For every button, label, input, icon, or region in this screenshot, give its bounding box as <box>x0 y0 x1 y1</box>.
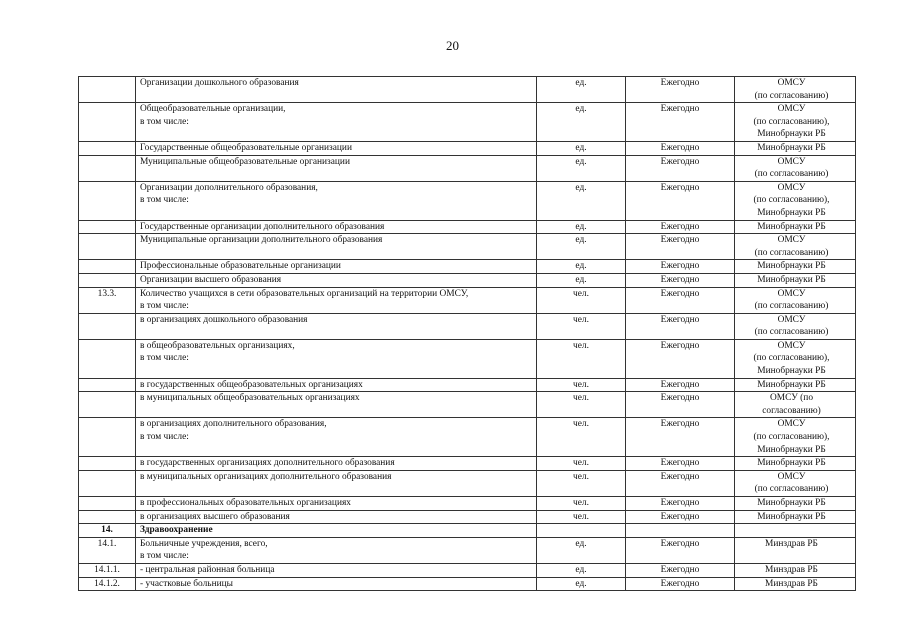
responsible-cell: Минобрнауки РБ <box>735 220 856 234</box>
responsible-cell: ОМСУ (по согласованию) <box>735 392 856 418</box>
indicator-name-cell: Государственные общеобразовательные организации <box>136 141 537 155</box>
indicator-name-cell: Общеобразовательные организации, в том числе: <box>136 103 537 142</box>
frequency-cell: Ежегодно <box>626 313 735 339</box>
indicator-name-cell: в государственных общеобразовательных организациях <box>136 378 537 392</box>
indicator-name-cell: - центральная районная больница <box>136 563 537 577</box>
frequency-cell: Ежегодно <box>626 577 735 591</box>
row-number-cell: 14. <box>79 524 136 538</box>
unit-cell: ед. <box>537 181 626 220</box>
responsible-cell: ОМСУ (по согласованию) <box>735 155 856 181</box>
row-number-cell: 14.1.2. <box>79 577 136 591</box>
row-number-cell: 14.1.1. <box>79 563 136 577</box>
table-row <box>79 339 856 378</box>
row-number-cell <box>79 103 136 142</box>
table-row <box>79 313 856 339</box>
responsible-cell: ОМСУ (по согласованию) <box>735 470 856 496</box>
frequency-cell: Ежегодно <box>626 273 735 287</box>
row-number-cell <box>79 470 136 496</box>
frequency-cell: Ежегодно <box>626 181 735 220</box>
table-row <box>79 577 856 591</box>
responsible-cell: ОМСУ (по согласованию), Минобрнауки РБ <box>735 103 856 142</box>
responsible-cell: Минздрав РБ <box>735 577 856 591</box>
indicator-name-cell: Профессиональные образовательные организации <box>136 260 537 274</box>
row-number-cell <box>79 378 136 392</box>
indicator-name-cell: Организации дополнительного образования, в том числе: <box>136 181 537 220</box>
responsible-cell: Минобрнауки РБ <box>735 378 856 392</box>
unit-cell: чел. <box>537 392 626 418</box>
indicator-name-cell: Муниципальные организации дополнительного образования <box>136 234 537 260</box>
frequency-cell: Ежегодно <box>626 497 735 511</box>
row-number-cell <box>79 339 136 378</box>
indicator-name-cell: в организациях высшего образования <box>136 510 537 524</box>
responsible-cell: ОМСУ (по согласованию), Минобрнауки РБ <box>735 181 856 220</box>
row-number-cell <box>79 510 136 524</box>
responsible-cell <box>735 524 856 538</box>
row-number-cell: 14.1. <box>79 537 136 563</box>
row-number-cell <box>79 155 136 181</box>
unit-cell: чел. <box>537 287 626 313</box>
row-number-cell <box>79 77 136 103</box>
row-number-cell <box>79 141 136 155</box>
responsible-cell: Минобрнауки РБ <box>735 273 856 287</box>
responsible-cell: ОМСУ (по согласованию), Минобрнауки РБ <box>735 339 856 378</box>
indicators-table <box>78 76 856 591</box>
frequency-cell: Ежегодно <box>626 457 735 471</box>
unit-cell: чел. <box>537 313 626 339</box>
row-number-cell <box>79 392 136 418</box>
frequency-cell: Ежегодно <box>626 141 735 155</box>
indicator-name-cell: в государственных организациях дополнительного образования <box>136 457 537 471</box>
table-row <box>79 378 856 392</box>
responsible-cell: ОМСУ (по согласованию), Минобрнауки РБ <box>735 418 856 457</box>
table-row <box>79 392 856 418</box>
table-row <box>79 260 856 274</box>
unit-cell: ед. <box>537 537 626 563</box>
unit-cell: ед. <box>537 563 626 577</box>
indicator-name-cell: Здравоохранение <box>136 524 537 538</box>
table-row <box>79 234 856 260</box>
frequency-cell: Ежегодно <box>626 378 735 392</box>
unit-cell: ед. <box>537 234 626 260</box>
responsible-cell: ОМСУ (по согласованию) <box>735 234 856 260</box>
row-number-cell <box>79 220 136 234</box>
table-row <box>79 457 856 471</box>
frequency-cell: Ежегодно <box>626 563 735 577</box>
table-row <box>79 497 856 511</box>
row-number-cell <box>79 260 136 274</box>
frequency-cell: Ежегодно <box>626 287 735 313</box>
unit-cell: чел. <box>537 418 626 457</box>
unit-cell: ед. <box>537 273 626 287</box>
table-row <box>79 524 856 538</box>
table-row <box>79 418 856 457</box>
indicator-name-cell: в организациях дошкольного образования <box>136 313 537 339</box>
responsible-cell: ОМСУ (по согласованию) <box>735 313 856 339</box>
unit-cell: ед. <box>537 141 626 155</box>
frequency-cell: Ежегодно <box>626 418 735 457</box>
frequency-cell: Ежегодно <box>626 339 735 378</box>
row-number-cell <box>79 497 136 511</box>
row-number-cell: 13.3. <box>79 287 136 313</box>
indicator-name-cell: Организации дошкольного образования <box>136 77 537 103</box>
indicator-name-cell: - участковые больницы <box>136 577 537 591</box>
indicator-name-cell: в общеобразовательных организациях, в том числе: <box>136 339 537 378</box>
unit-cell: чел. <box>537 497 626 511</box>
frequency-cell: Ежегодно <box>626 155 735 181</box>
unit-cell: чел. <box>537 378 626 392</box>
indicator-name-cell: в профессиональных образовательных организациях <box>136 497 537 511</box>
row-number-cell <box>79 273 136 287</box>
indicator-name-cell: в муниципальных организациях дополнительного образования <box>136 470 537 496</box>
indicator-name-cell: Организации высшего образования <box>136 273 537 287</box>
unit-cell: ед. <box>537 260 626 274</box>
unit-cell: ед. <box>537 155 626 181</box>
responsible-cell: Минздрав РБ <box>735 563 856 577</box>
table-row <box>79 470 856 496</box>
frequency-cell: Ежегодно <box>626 470 735 496</box>
responsible-cell: ОМСУ (по согласованию) <box>735 77 856 103</box>
row-number-cell <box>79 418 136 457</box>
frequency-cell: Ежегодно <box>626 77 735 103</box>
table-row <box>79 141 856 155</box>
indicator-name-cell: в организациях дополнительного образования, в том числе: <box>136 418 537 457</box>
responsible-cell: ОМСУ (по согласованию) <box>735 287 856 313</box>
frequency-cell: Ежегодно <box>626 537 735 563</box>
responsible-cell: Минобрнауки РБ <box>735 457 856 471</box>
indicator-name-cell: Больничные учреждения, всего, в том числе: <box>136 537 537 563</box>
unit-cell: чел. <box>537 470 626 496</box>
row-number-cell <box>79 234 136 260</box>
frequency-cell: Ежегодно <box>626 103 735 142</box>
row-number-cell <box>79 313 136 339</box>
responsible-cell: Минобрнауки РБ <box>735 497 856 511</box>
table-row <box>79 77 856 103</box>
row-number-cell <box>79 181 136 220</box>
unit-cell: чел. <box>537 457 626 471</box>
indicator-name-cell: Муниципальные общеобразовательные организации <box>136 155 537 181</box>
page-number: 20 <box>446 38 459 53</box>
responsible-cell: Минобрнауки РБ <box>735 141 856 155</box>
unit-cell <box>537 524 626 538</box>
frequency-cell: Ежегодно <box>626 260 735 274</box>
unit-cell: ед. <box>537 77 626 103</box>
responsible-cell: Минздрав РБ <box>735 537 856 563</box>
table-row <box>79 537 856 563</box>
table-row <box>79 510 856 524</box>
unit-cell: чел. <box>537 339 626 378</box>
unit-cell: ед. <box>537 577 626 591</box>
table-row <box>79 155 856 181</box>
table-row <box>79 103 856 142</box>
table-row <box>79 220 856 234</box>
frequency-cell <box>626 524 735 538</box>
responsible-cell: Минобрнауки РБ <box>735 260 856 274</box>
responsible-cell: Минобрнауки РБ <box>735 510 856 524</box>
indicator-name-cell: Количество учащихся в сети образовательных организаций на территории ОМСУ, в том числе: <box>136 287 537 313</box>
frequency-cell: Ежегодно <box>626 234 735 260</box>
table-body <box>79 77 856 591</box>
indicator-name-cell: Государственные организации дополнительного образования <box>136 220 537 234</box>
frequency-cell: Ежегодно <box>626 220 735 234</box>
table-row <box>79 563 856 577</box>
frequency-cell: Ежегодно <box>626 510 735 524</box>
indicator-name-cell: в муниципальных общеобразовательных организациях <box>136 392 537 418</box>
frequency-cell: Ежегодно <box>626 392 735 418</box>
unit-cell: ед. <box>537 220 626 234</box>
table-row <box>79 181 856 220</box>
table-row <box>79 287 856 313</box>
table-row <box>79 273 856 287</box>
unit-cell: ед. <box>537 103 626 142</box>
unit-cell: чел. <box>537 510 626 524</box>
row-number-cell <box>79 457 136 471</box>
